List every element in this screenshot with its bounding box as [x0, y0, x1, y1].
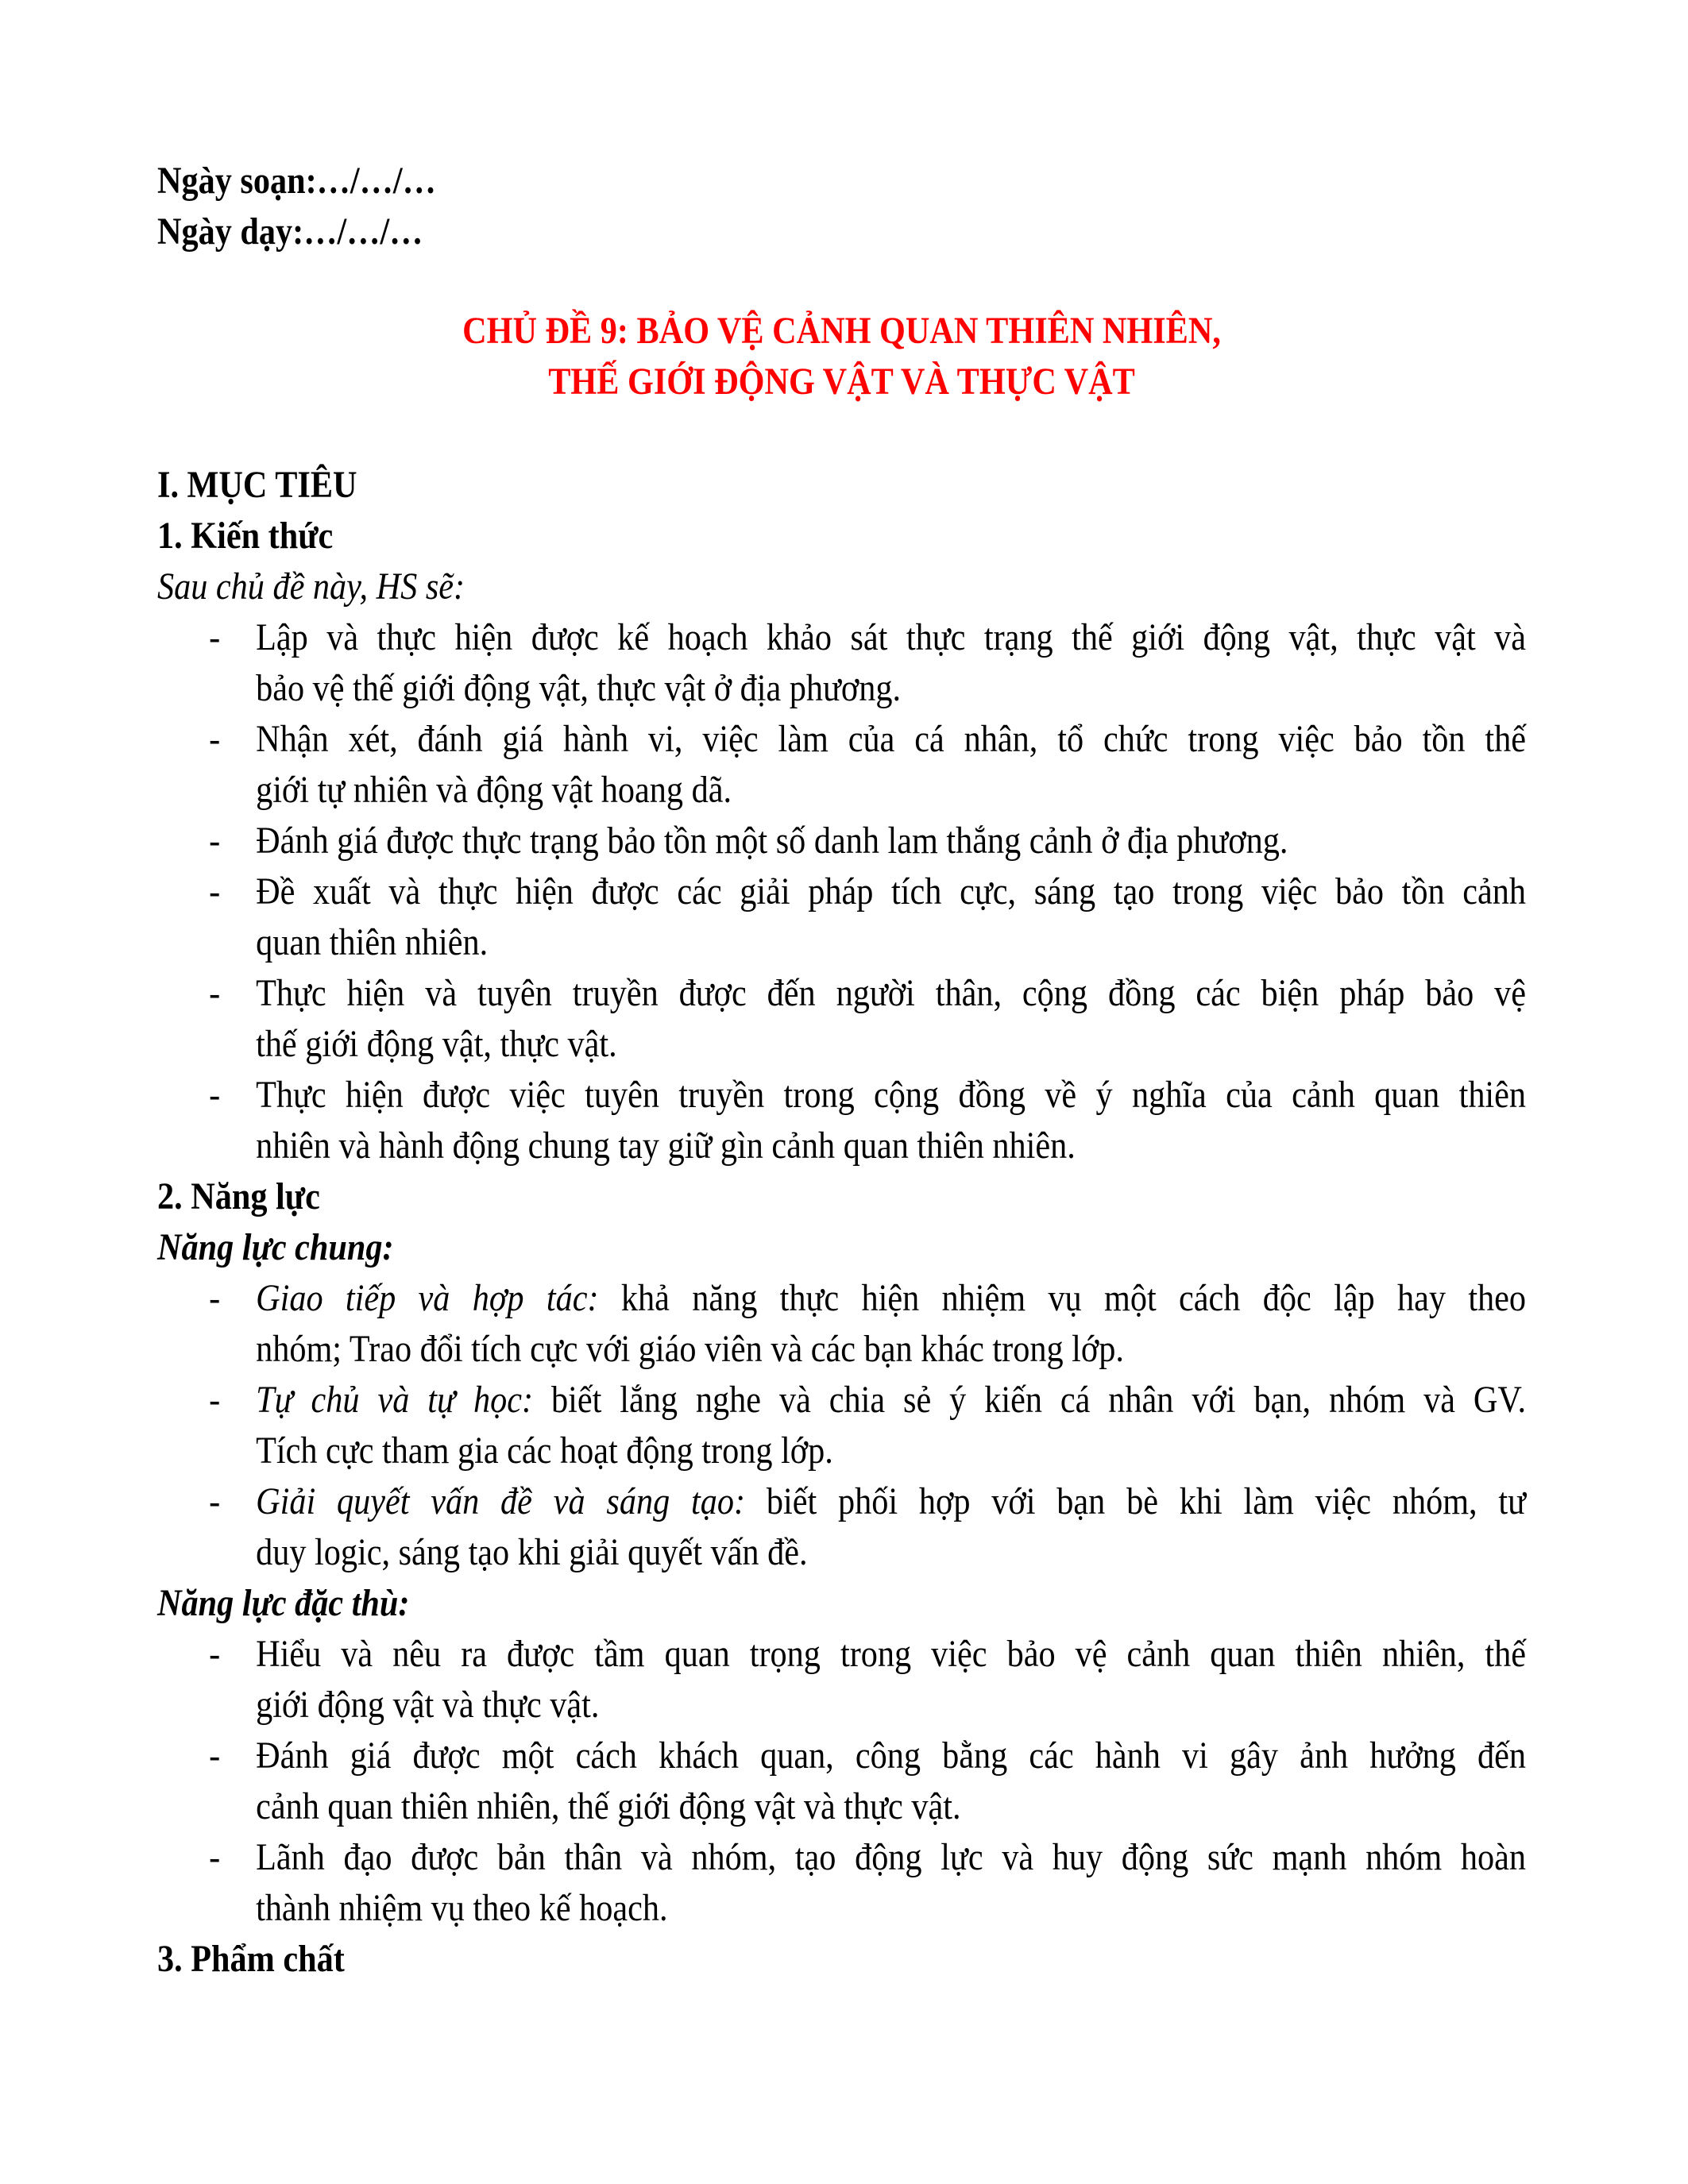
bullet-item — [157, 1476, 1526, 1578]
bullet-line: Đánh giá được thực trạng bảo tồn một số danh lam thắng cảnh ở địa phương. — [256, 820, 1288, 862]
bullet-line: nhiên và hành động chung tay giữ gìn cảnh quan thiên nhiên. — [256, 1125, 1076, 1167]
bullet-item — [157, 714, 1526, 816]
bullet-line: Đánh giá được một cách khách quan, công bằng các hành vi gây ảnh hưởng đến — [256, 1734, 1527, 1777]
bullet-dash: - — [209, 1633, 221, 1675]
bullet-line: Tích cực tham gia các hoạt động trong lớp. — [256, 1430, 833, 1472]
subheading-competence: 2. Năng lực — [157, 1175, 320, 1217]
bullet-lead: Tự chủ và tự học: — [256, 1379, 534, 1421]
bullet-dash: - — [209, 1379, 221, 1421]
bullet-line: giới tự nhiên và động vật hoang dã. — [256, 769, 732, 811]
bullet-dash: - — [209, 972, 221, 1014]
bullet-line: bảo vệ thế giới động vật, thực vật ở địa phương. — [256, 667, 902, 709]
bullet-line — [256, 1375, 1526, 1426]
section-heading-objectives: I. MỤC TIÊU — [157, 464, 357, 506]
bullet-dash: - — [209, 718, 221, 760]
bullet-dash: - — [209, 616, 221, 658]
bullet-line: thành nhiệm vụ theo kế hoạch. — [256, 1887, 668, 1929]
bullet-line: Hiểu và nêu ra được tầm quan trọng trong việc bảo vệ cảnh quan thiên nhiên, thế — [256, 1633, 1527, 1675]
bullet-line: Nhận xét, đánh giá hành vi, việc làm của cá nhân, tổ chức trong việc bảo tồn thế — [256, 718, 1527, 760]
bullet-dash: - — [209, 870, 221, 913]
bullet-dash: - — [209, 1480, 221, 1522]
bullet-item — [157, 1070, 1526, 1171]
date-taught: Ngày dạy:…/…/… — [157, 210, 423, 253]
date-prepared: Ngày soạn:…/…/… — [157, 160, 436, 202]
subheading-qualities: 3. Phẩm chất — [157, 1938, 345, 1980]
bullet-line: Lập và thực hiện được kế hoạch khảo sát thực trạng thế giới động vật, thực vật và — [256, 616, 1527, 658]
bullet-item — [157, 1375, 1526, 1476]
bullet-lead: Giao tiếp và hợp tác: — [256, 1277, 599, 1319]
bullet-line: Thực hiện và tuyên truyền được đến người thân, cộng đồng các biện pháp bảo vệ — [256, 972, 1527, 1014]
bullet-line — [256, 1476, 1526, 1527]
bullet-item — [157, 1629, 1526, 1731]
bullet-text: khả năng thực hiện nhiệm vụ một cách độc lập hay theo — [598, 1277, 1527, 1319]
bullet-item — [157, 866, 1526, 968]
document-page — [157, 156, 1526, 1985]
bullet-item — [157, 1832, 1526, 1934]
bullet-line: Lãnh đạo được bản thân và nhóm, tạo động lực và huy động sức mạnh nhóm hoàn — [256, 1836, 1527, 1878]
knowledge-list — [157, 612, 1526, 1171]
bullet-dash: - — [209, 1074, 221, 1116]
bullet-dash: - — [209, 1734, 221, 1777]
bullet-line: quan thiên nhiên. — [256, 921, 489, 963]
bullet-line: Thực hiện được việc tuyên truyền trong cộng đồng về ý nghĩa của cảnh quan thiên — [256, 1074, 1527, 1116]
bullet-line: thế giới động vật, thực vật. — [256, 1023, 617, 1065]
bullet-lead: Giải quyết vấn đề và sáng tạo: — [256, 1480, 746, 1522]
specific-competence-heading: Năng lực đặc thù: — [157, 1582, 410, 1624]
general-competence-list — [157, 1273, 1526, 1578]
bullet-dash: - — [209, 1836, 221, 1878]
bullet-line — [256, 1273, 1526, 1324]
bullet-item — [157, 1273, 1526, 1375]
bullet-text: biết lắng nghe và chia sẻ ý kiến cá nhân với bạn, nhóm và GV. — [533, 1379, 1527, 1421]
bullet-text: biết phối hợp với bạn bè khi làm việc nhóm, tư — [745, 1480, 1527, 1522]
bullet-line: giới động vật và thực vật. — [256, 1684, 600, 1726]
subheading-knowledge: 1. Kiến thức — [157, 515, 334, 557]
bullet-item — [157, 1731, 1526, 1832]
bullet-dash: - — [209, 1277, 221, 1319]
bullet-line: duy logic, sáng tạo khi giải quyết vấn đề. — [256, 1531, 808, 1573]
title-line-2: THẾ GIỚI ĐỘNG VẬT VÀ THỰC VẬT — [548, 361, 1135, 403]
title-line-1: CHỦ ĐỀ 9: BẢO VỆ CẢNH QUAN THIÊN NHIÊN, — [462, 310, 1221, 352]
knowledge-intro: Sau chủ đề này, HS sẽ: — [157, 565, 465, 608]
bullet-line: Đề xuất và thực hiện được các giải pháp tích cực, sáng tạo trong việc bảo tồn cảnh — [256, 870, 1527, 913]
general-competence-heading: Năng lực chung: — [157, 1226, 394, 1268]
bullet-item — [157, 968, 1526, 1070]
bullet-item — [157, 612, 1526, 714]
specific-competence-list — [157, 1629, 1526, 1934]
bullet-line: cảnh quan thiên nhiên, thế giới động vật và thực vật. — [256, 1785, 961, 1827]
bullet-dash: - — [209, 820, 221, 862]
bullet-item — [157, 816, 1526, 866]
bullet-line: nhóm; Trao đổi tích cực với giáo viên và các bạn khác trong lớp. — [256, 1328, 1124, 1370]
